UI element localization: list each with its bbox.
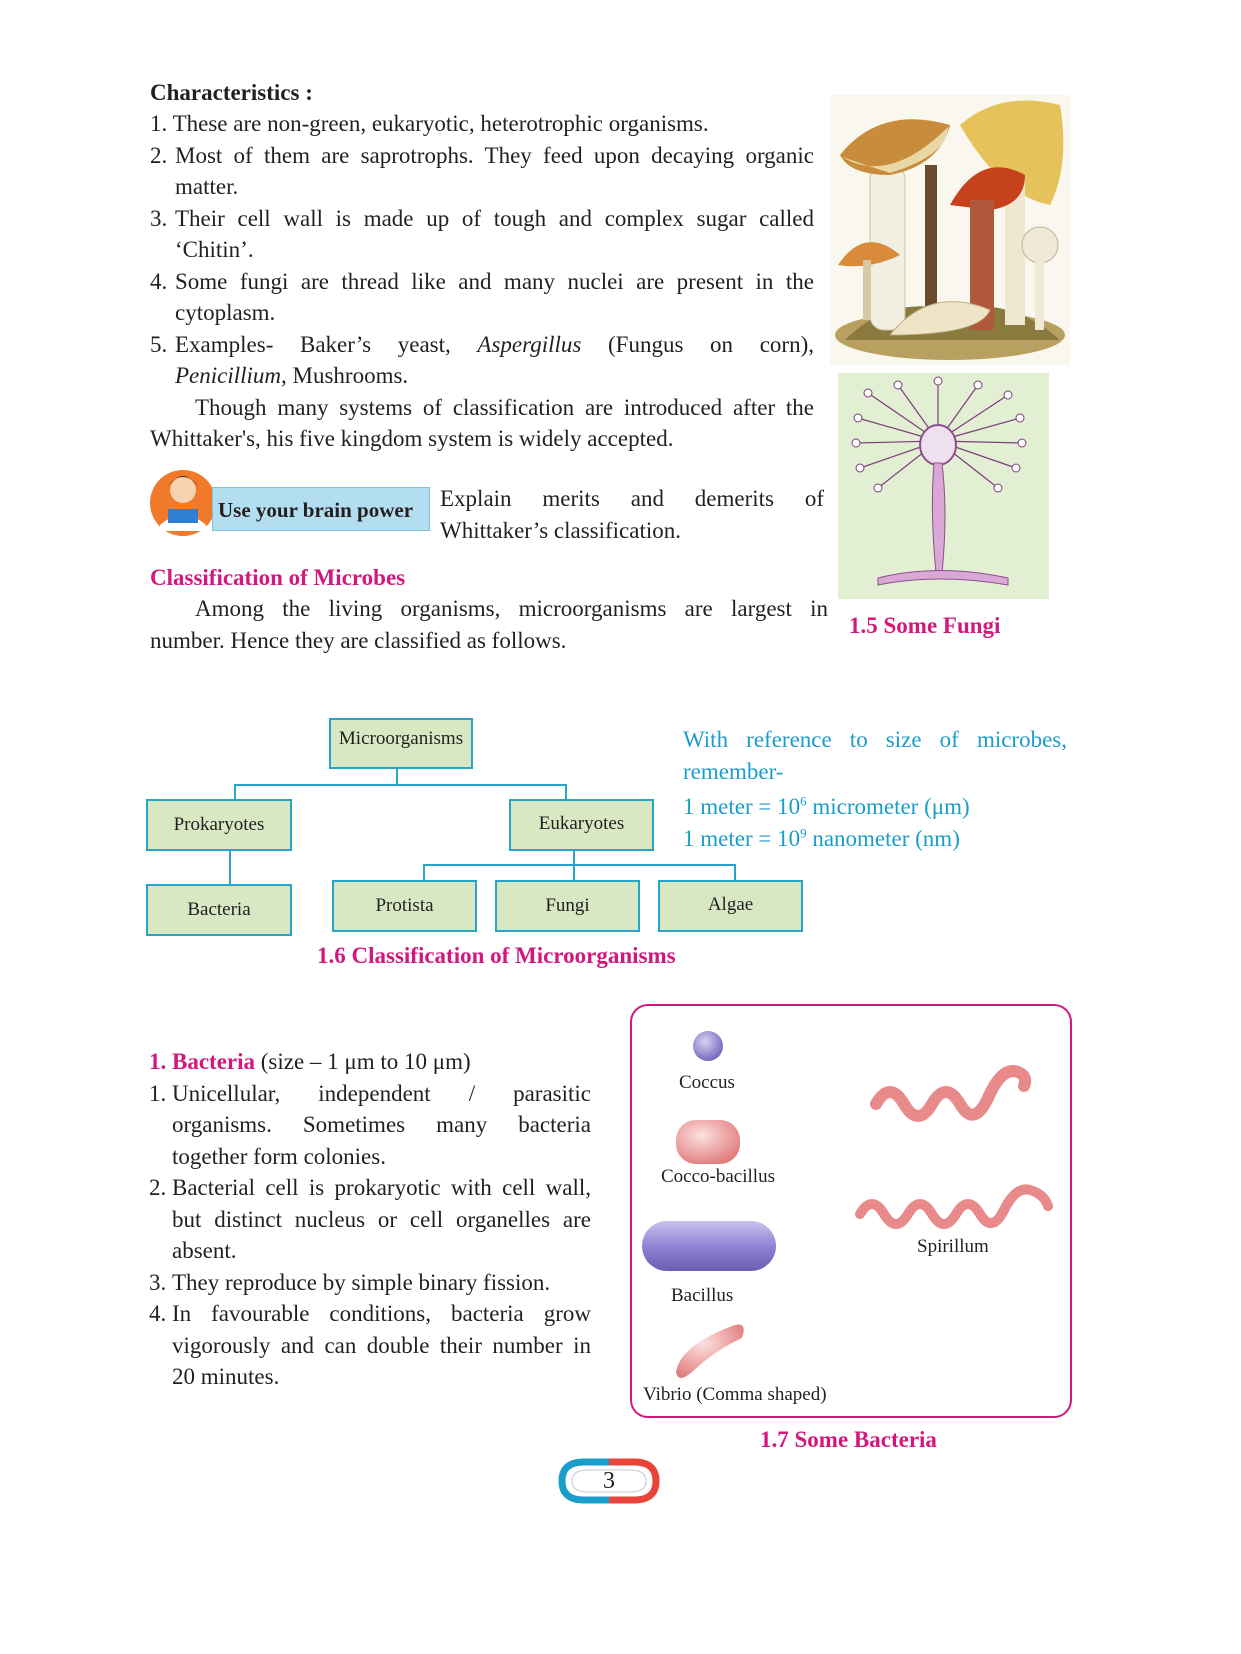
paragraph-line: Whittaker's, his five kingdom system is widely accepted. — [150, 426, 674, 451]
brain-power-question: Explain merits and demerits of Whittaker’s classification. — [440, 486, 824, 543]
tree-fungi-box: Fungi — [495, 880, 640, 932]
list-item: 5. Examples- Baker’s yeast, Aspergillus (Fungus on corn), Penicillium, Mushrooms. — [150, 331, 814, 388]
vibrio-label: Vibrio (Comma shaped) — [643, 1384, 827, 1405]
tree-eukaryotes-box: Eukaryotes — [509, 799, 654, 851]
bacillus-shape — [642, 1221, 776, 1271]
list-item: 1. These are non-green, eukaryotic, heterotrophic organisms. — [150, 111, 709, 136]
brain-power-badge — [148, 465, 432, 537]
characteristics-heading: Characteristics : — [150, 80, 313, 105]
fungi-caption: 1.5 Some Fungi — [849, 613, 1001, 638]
vibrio-shape — [676, 1325, 744, 1379]
tree-root-box: Microorganisms — [329, 718, 473, 769]
bacteria-shapes — [632, 1006, 1070, 1416]
tree-algae-box: Algae — [658, 880, 803, 932]
student-icon — [148, 465, 218, 537]
aspergillus-illustration — [838, 373, 1049, 599]
characteristics-list — [150, 108, 814, 455]
brain-power-label: Use your brain power — [218, 498, 414, 522]
tree-caption: 1.6 Classification of Microorganisms — [317, 943, 676, 968]
list-item: 4. In favourable conditions, bacteria grow vigorously and can double their number in 20 minutes. — [149, 1301, 591, 1389]
coccus-shape — [693, 1031, 723, 1061]
tree-protista-box: Protista — [332, 880, 477, 932]
microbes-paragraph: Among the living organisms, microorganisms are largest in number. Hence they are classified as follows. — [150, 596, 828, 653]
microbes-heading: Classification of Microbes — [150, 565, 406, 590]
mushrooms-illustration — [830, 95, 1070, 365]
list-item: 3. Their cell wall is made up of tough and complex sugar called ‘Chitin’. — [150, 205, 814, 262]
list-item: 3. They reproduce by simple binary fission. — [149, 1269, 551, 1295]
bacteria-caption: 1.7 Some Bacteria — [760, 1427, 937, 1452]
list-item: 2. Most of them are saprotrophs. They feed upon decaying organic matter. — [150, 142, 814, 199]
list-item: 2. Bacterial cell is prokaryotic with cell wall, but distinct nucleus or cell organelles are absent. — [149, 1175, 591, 1263]
remember-note: With reference to size of microbes, remember- 1 meter = $10^6$ micrometer (μm) 1 meter = $10^9$ nanometer (nm) — [683, 727, 1067, 851]
list-item: 1. Unicellular, independent / parasitic organisms. Sometimes many bacteria together form colonies. — [149, 1080, 591, 1169]
spirillum-shape-2 — [860, 1189, 1048, 1224]
bacteria-section — [149, 1046, 591, 1393]
spirillum-shape-1 — [876, 1071, 1025, 1116]
tree-bacteria-box: Bacteria — [146, 884, 292, 936]
page-number: 3 — [603, 1468, 615, 1494]
spirillum-label: Spirillum — [917, 1236, 989, 1257]
cocco-bacillus-shape — [676, 1120, 740, 1164]
list-item: 4. Some fungi are thread like and many nuclei are present in the cytoplasm. — [150, 268, 814, 325]
tree-prokaryotes-box: Prokaryotes — [146, 799, 292, 851]
bacteria-heading: 1. Bacteria (size – 1 μm to 10 μm) — [149, 1049, 471, 1074]
coccus-label: Coccus — [679, 1072, 735, 1093]
cocco-bacillus-label: Cocco-bacillus — [661, 1166, 775, 1187]
bacillus-label: Bacillus — [671, 1285, 734, 1306]
paragraph-line: Though many systems of classification are introduced after the — [195, 394, 814, 420]
